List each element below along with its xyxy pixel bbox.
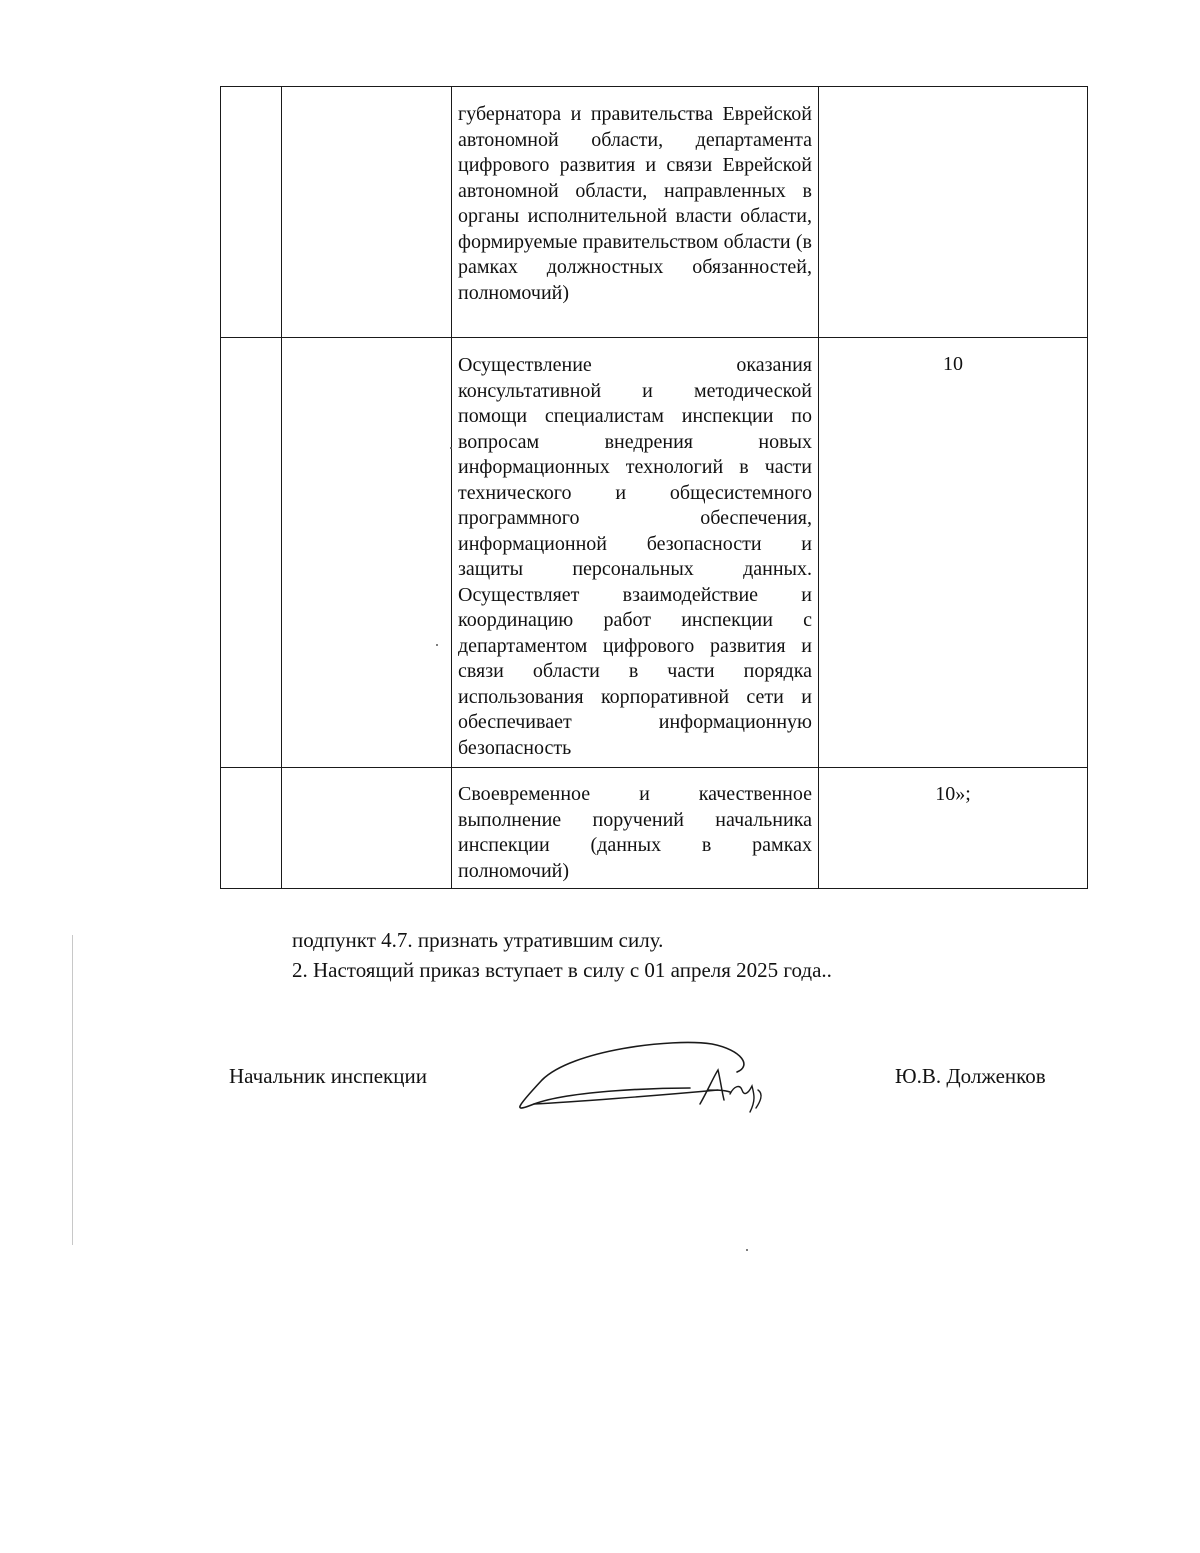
duties-table	[220, 86, 1088, 889]
scan-speck	[436, 644, 438, 646]
handwritten-signature	[512, 1030, 792, 1130]
score-cell: 10»;	[935, 783, 971, 805]
duty-text-cell: Своевременное и качественное выполнение поручений начальника инспекции (данных в рамках полномочий)	[458, 783, 812, 882]
row-number-cell	[221, 338, 282, 768]
row-name-cell	[282, 768, 452, 889]
table-row	[221, 87, 1088, 338]
signatory-name: Ю.В. Долженков	[895, 1064, 1046, 1088]
paragraph-effective-date: 2. Настоящий приказ вступает в силу с 01 апреля 2025 года..	[292, 958, 832, 982]
row-number-cell	[221, 768, 282, 889]
paragraph-subclause-repeal: подпункт 4.7. признать утратившим силу.	[292, 928, 664, 952]
table-row	[221, 768, 1088, 889]
duty-text-cell: Осуществление оказания консультативной и методической помощи специалистам инспекции по вопросам внедрения новых информационных технологий в части технического и общесистемного программного обеспечения, информационной безопасности и защиты персональных данных. Осуществляет взаимодействие и координацию работ инспекции с департаментом цифрового развития и связи области в части порядка использования корпоративной сети и обеспечивает информационную безопасность	[458, 354, 812, 759]
row-name-cell	[282, 87, 452, 338]
scan-speck	[746, 1249, 748, 1251]
scan-margin-line	[72, 935, 73, 1245]
score-cell: 10	[943, 353, 963, 375]
scan-speck	[450, 447, 452, 449]
signatory-title: Начальник инспекции	[229, 1064, 427, 1088]
duty-text-cell: губернатора и правительства Еврейской автономной области, департамента цифрового развития и связи Еврейской автономной области, направленных в органы исполнительной власти области, формируемые правительством области (в рамках должностных обязанностей, полномочий)	[458, 103, 812, 304]
row-name-cell	[282, 338, 452, 768]
score-cell	[819, 87, 1087, 101]
table-row	[221, 338, 1088, 768]
row-number-cell	[221, 87, 282, 338]
